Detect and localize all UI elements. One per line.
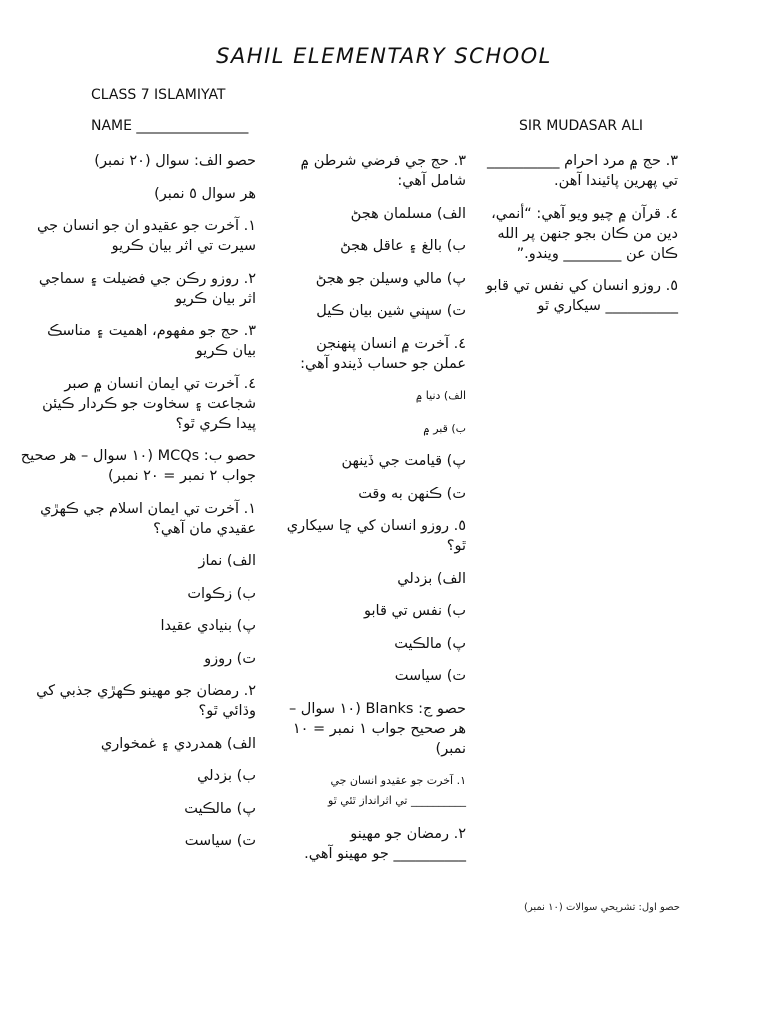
mcq-option: پ) مالي وسيلن جو هجڻ xyxy=(315,270,466,287)
column-right xyxy=(20,151,256,864)
mcq-option: الف) دنيا ۾ xyxy=(415,389,466,402)
column-middle xyxy=(286,151,466,876)
mcq-option: پ) مالڪيت xyxy=(394,635,466,652)
name-field-label: NAME ________________ xyxy=(91,118,249,134)
blank-question: ٢. رمضان جو مهينو __________ جو مهينو آهي. xyxy=(304,825,466,862)
question: ٢. روزو رڪن جي فضيلت ۽ سماجي اثر بيان ڪريو xyxy=(38,270,256,307)
mcq-option: پ) بنيادي عقيدا xyxy=(160,618,256,634)
section-a-note: هر سوال ٥ نمبر) xyxy=(154,185,256,202)
mcq-option: ت) سياست xyxy=(394,668,466,684)
footer-note: حصو اول: تشريحي سوالات (١٠ نمبر) xyxy=(523,902,680,913)
mcq-option: الف) همدردي ۽ غمخواري xyxy=(100,735,256,752)
mcq-option: ت) ڪنهن به وقت xyxy=(358,485,466,502)
mcq-option: ب) زڪوات xyxy=(187,585,256,602)
section-a-heading: حصو الف: سوال (٢٠ نمبر) xyxy=(94,153,256,169)
mcq-option: الف) مسلمان هجڻ xyxy=(350,205,466,222)
mcq-question: ٣. حج جي فرضي شرطن ۾ شامل آهي: xyxy=(300,153,466,189)
class-label: CLASS 7 ISLAMIYAT xyxy=(91,87,226,103)
mcq-question: ٥. روزو انسان کي ڇا سيکاري ٿو؟ xyxy=(286,518,466,554)
school-title: SAHIL ELEMENTARY SCHOOL xyxy=(216,44,552,68)
mcq-option: ب) قبر ۾ xyxy=(423,421,466,435)
mcq-option: ب) بالغ ۽ عاقل هجڻ xyxy=(340,238,466,254)
mcq-option: ب) نفس تي قابو xyxy=(364,603,466,619)
blank-question: ٤. قرآن ۾ چيو ويو آهي: “أنمي، دين من ڪان بجو جنهن پر الله ڪان عن ________ ويندو.” xyxy=(491,205,678,262)
blank-question: ٥. روزو انسان کي نفس تي قابو __________ سيکاري ٿو xyxy=(486,278,678,314)
question: ٤. آخرت تي ايمان انسان ۾ صبر شجاعت ۽ سخاوت جو ڪردار ڪيئن پيدا ڪري ٿو؟ xyxy=(42,375,256,432)
mcq-question: ٢. رمضان جو مهينو ڪهڙي جذبي کي وڌائي ٿو؟ xyxy=(36,683,256,719)
section-c-heading: حصو ج: Blanks (١٠ سوال – هر صحيح جواب ١ نمبر = ١٠ نمبر) xyxy=(288,700,466,757)
mcq-option: ت) روزو xyxy=(204,650,256,667)
blank-question: ٣. حج ۾ مرد احرام __________ تي پهرين پائيندا آهن. xyxy=(487,153,678,189)
question: ١. آخرت جو عقيدو ان جو انسان جي سيرت تي اثر بيان ڪريو xyxy=(37,218,256,254)
mcq-question: ٤. آخرت ۾ انسان پنهنجن عملن جو حساب ڏيندو آهي: xyxy=(300,335,466,372)
mcq-option: ت) سڀني شين بيان ڪيل xyxy=(316,303,466,319)
question: ٣. حج جو مفهوم، اهميت ۽ مناسڪ بيان ڪريو xyxy=(47,323,256,359)
mcq-option: الف) نماز xyxy=(198,553,256,569)
blank-question: ١. آخرت جو عقيدو انسان جي __________ تي اثرانداز ٿئي ٿو xyxy=(328,774,466,807)
mcq-option: الف) بزدلي xyxy=(397,570,466,587)
mcq-question: ١. آخرت تي ايمان اسلام جي ڪهڙي عقيدي مان آهي؟ xyxy=(40,500,256,537)
teacher-name: SIR MUDASAR ALI xyxy=(519,118,644,134)
column-left xyxy=(480,151,678,329)
mcq-option: پ) مالڪيت xyxy=(184,800,256,817)
mcq-option: ب) بزدلي xyxy=(197,768,256,784)
section-b-heading: حصو ب: MCQs (١٠ سوال – هر صحيح جواب ٢ نمبر = ٢٠ نمبر) xyxy=(20,448,256,484)
mcq-option: ت) سياست xyxy=(184,833,256,849)
mcq-option: پ) قيامت جي ڏينهن xyxy=(341,453,466,469)
